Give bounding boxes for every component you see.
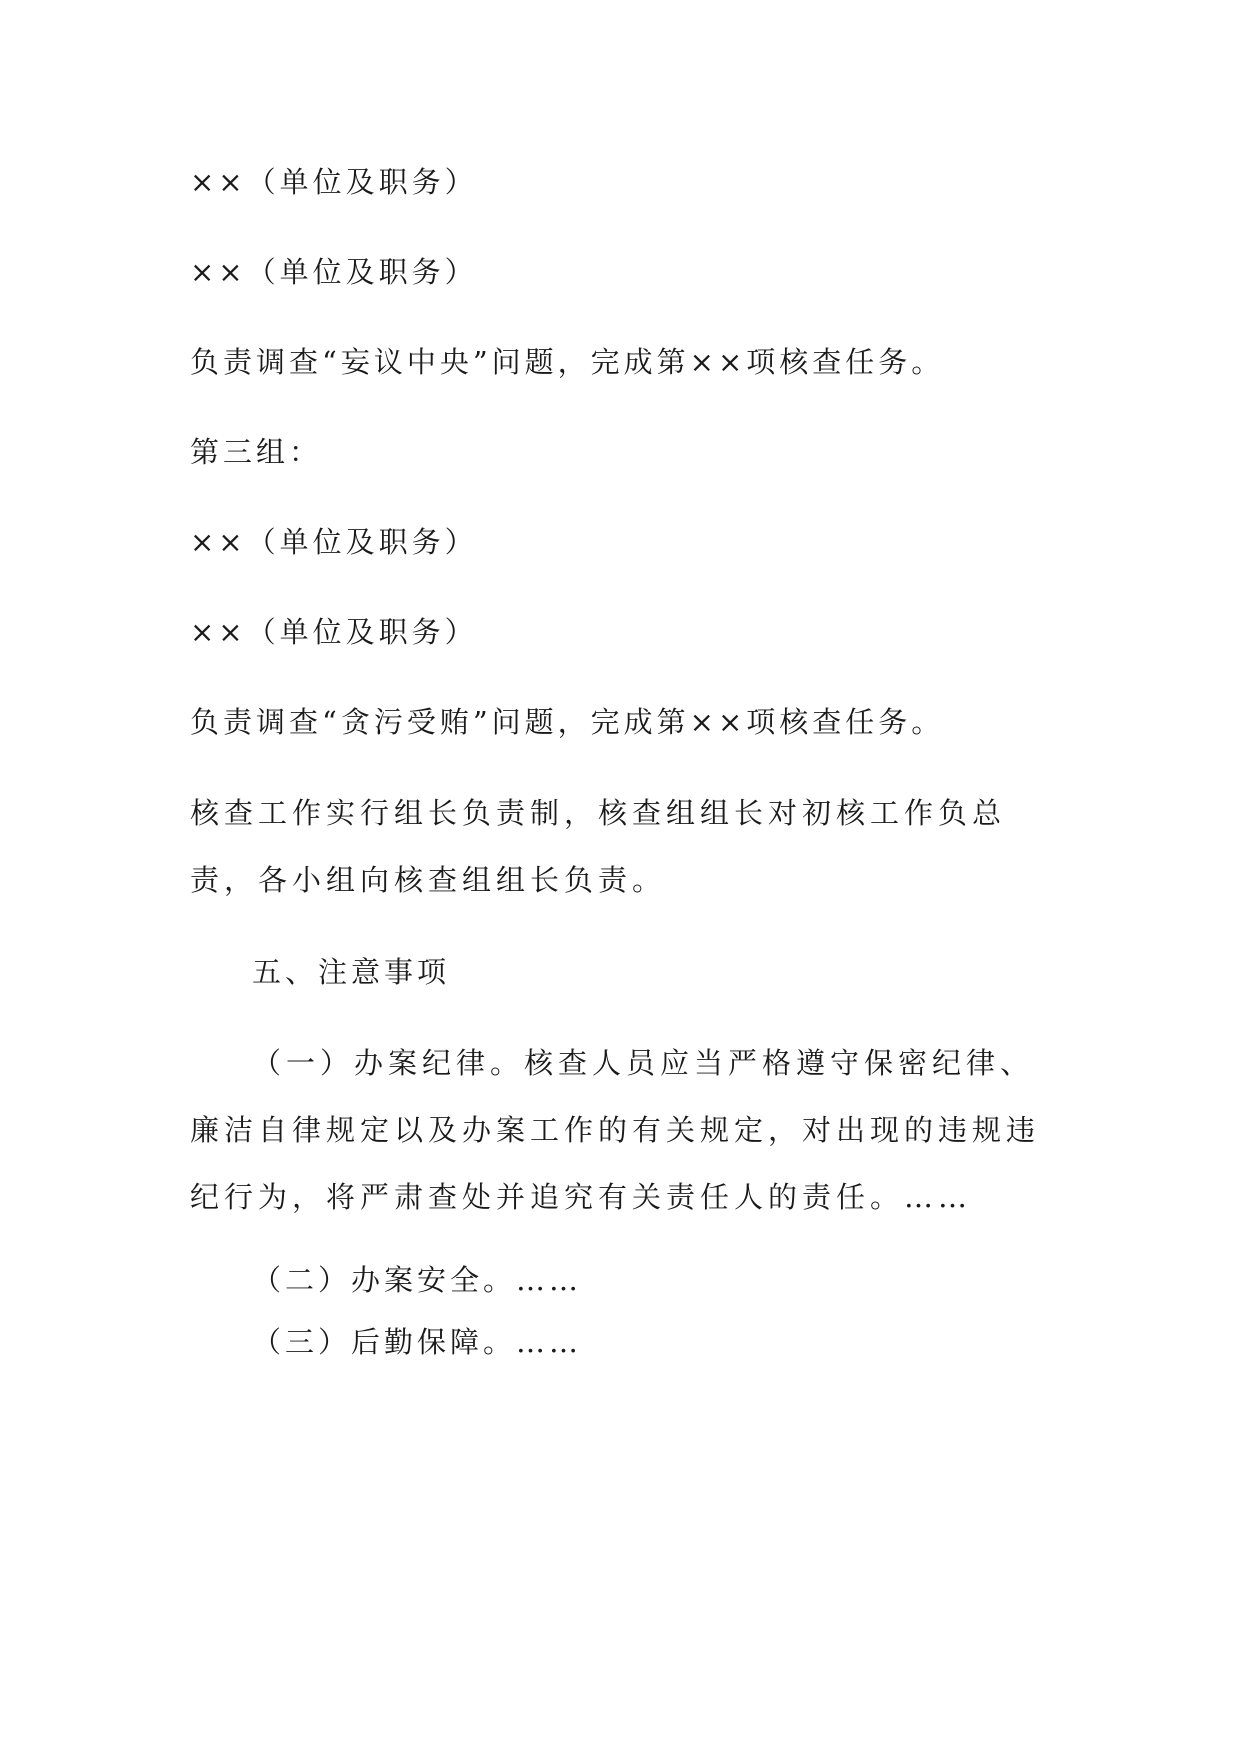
member-line: ××（单位及职务） [190,615,478,649]
item-paragraph: （二）办案安全。…… [252,1263,583,1297]
item-paragraph: （一）办案纪律。核查人员应当严格遵守保密纪律、廉洁自律规定以及办案工作的有关规定，对出现的违规违纪行为，将严肃查处并追究有关责任人的责任。…… [190,1046,1041,1214]
member-line: ××（单位及职务） [190,255,478,289]
item-paragraph: （三）后勤保障。…… [252,1325,583,1359]
responsibility-paragraph: 核查工作实行组长负责制，核查组组长对初核工作负总责，各小组向核查组组长负责。 [190,796,1007,897]
task-line: 负责调查“妄议中央”问题，完成第××项核查任务。 [190,345,945,379]
task-line: 负责调查“贪污受贿”问题，完成第××项核查任务。 [190,705,945,739]
group-heading: 第三组： [190,435,323,469]
member-line: ××（单位及职务） [190,525,478,559]
member-line: ××（单位及职务） [190,165,478,199]
section-heading: 五、注意事项 [252,955,451,989]
